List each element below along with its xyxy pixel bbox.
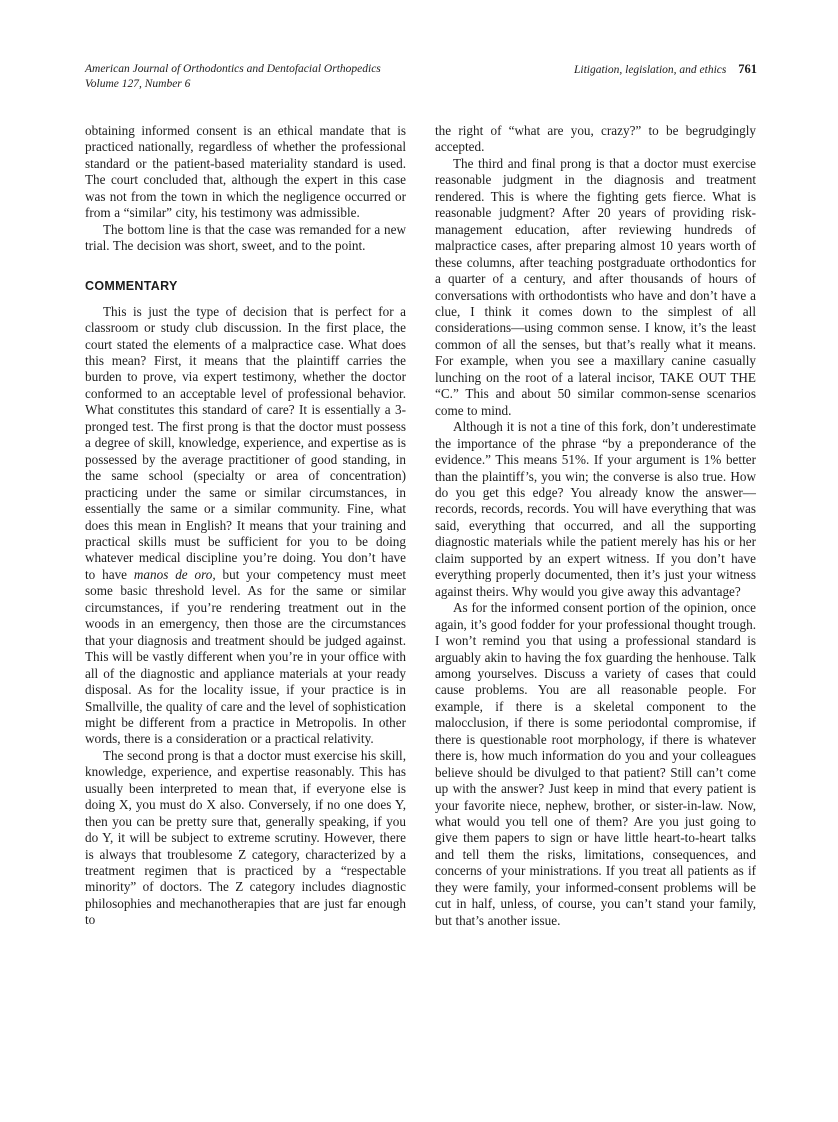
left-column <box>85 123 406 929</box>
right-column <box>435 123 756 929</box>
text-run: The second prong is that a doctor must exercise his skill, knowledge, experience, and expertise reasonably. This has usually been interpreted to mean that, if everyone else is doing X, you must do X also. Conversely, if no one does Y, then you can be pretty sure that, generally speaking, if you do Y, it will be subject to extreme scrutiny. However, there is always that troublesome Z category, characterized by a treatment regimen that is practiced by a “respectable minority” of doctors. The Z category includes diagnostic philosophies and mechanotherapies that are just far enough to <box>85 747 406 928</box>
paragraph <box>435 419 756 600</box>
paragraph <box>85 304 406 748</box>
paragraph <box>435 156 756 419</box>
paragraph <box>85 222 406 255</box>
journal-volume: Volume 127, Number 6 <box>85 77 191 90</box>
text-run: As for the informed consent portion of the opinion, once again, it’s good fodder for your professional thought trough. I won’t remind you that using a professional standard is arguably akin to having the fox guarding the henhouse. Talk among yourselves. Discuss a variety of cases that could cause problems. You are all reasonable people. For example, if there is a skeletal component to the malocclusion, if there is some periodontal compromise, if there is questionable root morphology, if there is whatever there is, how much information do you and your colleagues believe should be divulged to that patient? Still can’t come up with the answer? Just keep in mind that every patient is your favorite niece, nephew, brother, or sister-in-law. Now, what would you tell one of them? Are you just going to give them papers to sign or have little heart-to-heart talks and tell them the risks, limitations, consequences, and concerns of your ministrations. If you treat all patients as if they were family, your informed-consent problems will be cut in half, unless, of course, you can’t stand your family, but that’s another issue. <box>435 600 756 928</box>
page-header <box>85 62 757 91</box>
article-body <box>85 123 757 929</box>
italic-phrase: manos de oro, <box>133 566 216 582</box>
page-number: 761 <box>738 62 757 76</box>
paragraph <box>85 748 406 929</box>
running-head <box>574 62 757 78</box>
text-run: but your competency must meet some basic threshold level. As for the same or similar circumstances, if you’re rendering treatment out in the woods in an emergency, then those are the circumstances that your diagnosis and treatment should be judged against. This will be vastly different when you’re in your office with all of the diagnostic and appliance materials at your ready disposal. As for the locality issue, if your practice is in Smallville, the quality of care and the level of sophistication might be different from a practice in Metropolis. In other words, there is a consideration or a practical relativity. <box>85 566 406 747</box>
paragraph <box>435 600 756 929</box>
text-run: This is just the type of decision that is perfect for a classroom or study club discussion. In the first place, the court stated the elements of a malpractice case. What does this mean? First, it means that the plaintiff carries the burden to prove, via expert testimony, whether the doctor conformed to an acceptable level of professional behavior. What constitutes this standard of care? It is essentially a 3-pronged test. The first prong is that the doctor must possess a degree of skill, knowledge, experience, and expertise as is possessed by the average practitioner of good standing, in the same school (specialty or area of concentration) practicing under the same or similar circumstances, in essentially the same or a similar community. Fine, what does this mean in English? It means that your training and practical skills must be sufficient for you to be doing whatever medical discipline you’re doing. You don’t have to have <box>85 303 406 582</box>
journal-info <box>85 62 381 91</box>
section-heading: COMMENTARY <box>85 278 178 293</box>
running-title: Litigation, legislation, and ethics <box>574 64 727 76</box>
text-run: obtaining informed consent is an ethical mandate that is practiced nationally, regardless of whether the professional standard or the patient-based materiality standard is used. The court concluded that, although the expert in this case was not from the town in which the negligence occurred or from a “similar” city, his testimony was admissible. <box>85 123 406 221</box>
text-run: Although it is not a tine of this fork, don’t underestimate the importance of the phrase “by a preponderance of the evidence.” This means 51%. If your argument is 1% better than the plaintiff’s, you win; the converse is also true. How do you get this edge? You already know the answer—records, records, records. You will have everything that was said, everything that occurred, and all the supporting diagnostic materials while the patient merely has his or her claim supported by an expert witness. If you don’t have everything properly documented, then it’s just your witness against theirs. Why would you give away this advantage? <box>435 419 756 599</box>
text-run: the right of “what are you, crazy?” to be begrudgingly accepted. <box>435 123 756 155</box>
journal-title: American Journal of Orthodontics and Dentofacial Orthopedics <box>85 63 381 75</box>
text-run: The third and final prong is that a doctor must exercise reasonable judgment in the diagnosis and treatment rendered. This is where the fighting gets fierce. What is reasonable judgment? After 20 years of providing risk-management education, after reviewing hundreds of malpractice cases, after preparing almost 10 years worth of these columns, after teaching postgraduate orthodontics for a quarter of a century, and after thousands of hours of conversations with orthodontists who have and don’t have a clue, I think it comes down to the simplest of all considerations—using common sense. I know, it’s the least common of all the senses, but that’s really what it means. For example, when you see a maxillary canine casually lunching on the root of a lateral incisor, TAKE OUT THE “C.” This and about 50 similar common-sense scenarios come to mind. <box>435 155 756 418</box>
text-run: The bottom line is that the case was remanded for a new trial. The decision was short, sweet, and to the point. <box>85 221 406 254</box>
paragraph <box>435 123 756 156</box>
paragraph <box>85 123 406 222</box>
